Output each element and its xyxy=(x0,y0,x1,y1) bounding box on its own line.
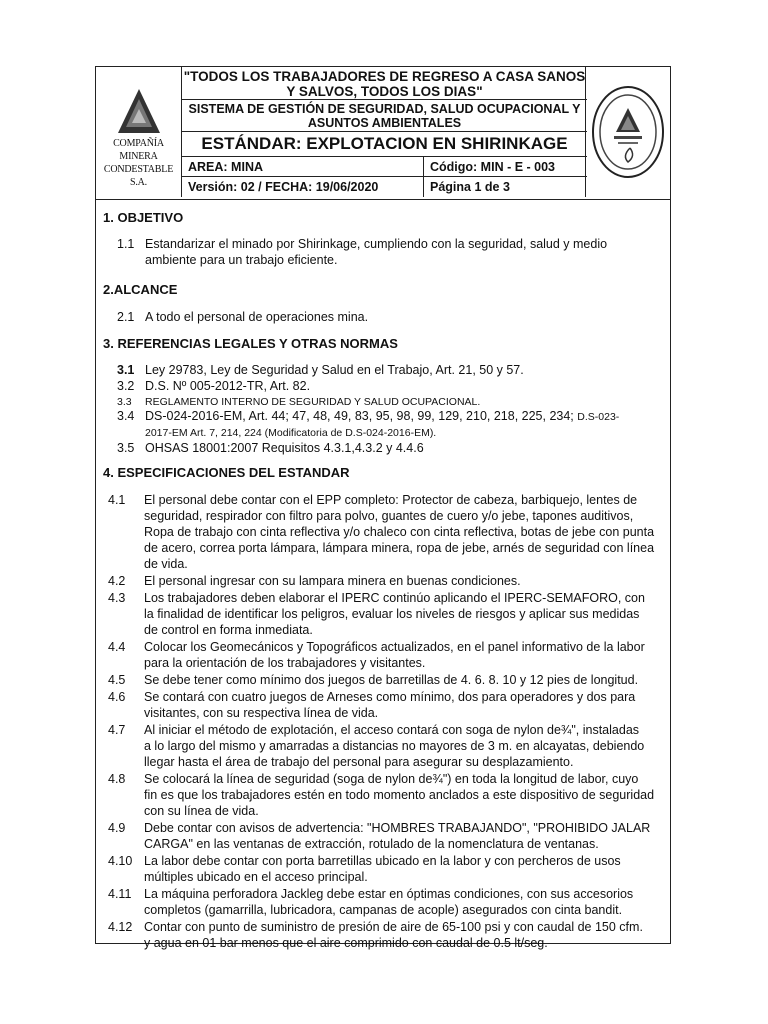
item-text-line: llegar hasta el área de trabajo del personal para asegurar su desplazamiento. xyxy=(144,755,574,769)
stamp-seal-icon xyxy=(590,84,666,180)
item-text-line: Se debe tener como mínimo dos juegos de barretillas de 4. 6. 8. 10 y 12 pies de longitud. xyxy=(144,673,639,687)
item-number: 3.1 xyxy=(117,363,135,377)
item-text-line: de acero, correa porta lámpara, lámpara minera, ropa de jebe, arnés de seguridad con línea xyxy=(144,541,655,555)
item-text: A todo el personal de operaciones mina. xyxy=(145,310,369,324)
company-name-line1: COMPAÑÍA MINERA xyxy=(113,138,164,162)
section-title-alcance: 2.ALCANCE xyxy=(103,282,178,297)
section-title-referencias: 3. REFERENCIAS LEGALES Y OTRAS NORMAS xyxy=(103,336,398,351)
document-title: ESTÁNDAR: EXPLOTACION EN SHIRINKAGE xyxy=(182,132,587,157)
item-number: 2.1 xyxy=(117,310,135,324)
item-text-tail: D.S-023- xyxy=(577,411,620,423)
item-text-line: de vida. xyxy=(144,557,188,571)
document-header xyxy=(96,67,670,200)
item-text-continuation: 2017-EM Art. 7, 214, 224 (Modificatoria de D.S-024-2016-EM). xyxy=(145,427,437,439)
section-title-especificaciones: 4. ESPECIFICACIONES DEL ESTANDAR xyxy=(103,465,350,480)
item-number: 3.2 xyxy=(117,379,135,393)
document-code: Código: MIN - E - 003 xyxy=(430,160,555,174)
item-text-line: Los trabajadores deben elaborar el IPERC continúo aplicando el IPERC-SEMAFORO, con xyxy=(144,591,645,605)
item-number: 4.4 xyxy=(108,640,126,654)
item-number: 4.9 xyxy=(108,821,126,835)
item-text-line: Ropa de trabajo con cinta reflectiva y/o chaleco con cinta reflectiva, botas de jebe con punta xyxy=(144,525,655,539)
item-number: 3.3 xyxy=(117,396,132,408)
item-text-line: El personal debe contar con el EPP completo: Protector de cabeza, barbiquejo, lentes de xyxy=(144,493,638,507)
item-text-line: completos (gamarrilla, lubricadora, campanas de acople) asegurados con cinta bandit. xyxy=(144,903,623,917)
item-number: 4.2 xyxy=(108,574,126,588)
item-text-line: Se colocará la línea de seguridad (soga de nylon de¾") en toda la longitud de labor, cuyo xyxy=(144,772,639,786)
item-number: 4.1 xyxy=(108,493,126,507)
item-text-line: Debe contar con avisos de advertencia: "HOMBRES TRABAJANDO", "PROHIBIDO JALAR xyxy=(144,821,651,835)
item-text-line: para la orientación de los trabajadores y visitantes. xyxy=(144,656,426,670)
section-title-objetivo: 1. OBJETIVO xyxy=(103,210,184,225)
item-text-line: múltiples ubicado en el acceso principal. xyxy=(144,870,368,884)
item-text-line: Contar con punto de suministro de presión de aire de 65-100 psi y con caudal de 150 cfm. xyxy=(144,920,643,934)
item-number: 3.4 xyxy=(117,409,135,423)
item-text-line: a lo largo del mismo y amarradas a distancias no mayores de 3 m. en alcayatas, debiendo xyxy=(144,739,645,753)
item-number: 1.1 xyxy=(117,237,135,251)
item-number: 4.10 xyxy=(108,854,133,868)
item-text-main: DS-024-2016-EM, Art. 44; 47, 48, 49, 83, 95, 98, 99, 129, 210, 218, 225, 234; xyxy=(145,409,574,423)
item-number: 4.6 xyxy=(108,690,126,704)
item-text-line: de control en forma inmediata. xyxy=(144,623,313,637)
item-text-line: seguridad, respirador con filtro para polvo, guantes de cuero y/o jebe, tapones auditivos, xyxy=(144,509,634,523)
item-text: Estandarizar el minado por Shirinkage, cumpliendo con la seguridad, salud y medio ambiente para un trabajo eficiente. xyxy=(145,237,608,267)
item-number: 4.3 xyxy=(108,591,126,605)
item-text: D.S. Nº 005-2012-TR, Art. 82. xyxy=(145,379,311,393)
item-number: 4.11 xyxy=(108,887,132,901)
item-text-line: con su línea de vida. xyxy=(144,804,259,818)
version-date: Versión: 02 / FECHA: 19/06/2020 xyxy=(182,177,424,197)
item-text-line: visitantes, con su respectiva línea de vida. xyxy=(144,706,379,720)
company-name-line2: CONDESTABLE S.A. xyxy=(103,164,174,188)
item-text-line: Colocar los Geomecánicos y Topográficos actualizados, en el panel informativo de la labor xyxy=(144,640,645,654)
item-text xyxy=(145,408,619,425)
company-logo xyxy=(96,67,182,197)
item-text-line: La máquina perforadora Jackleg debe estar en óptimas condiciones, con sus accesorios xyxy=(144,887,634,901)
area-label: AREA: MINA xyxy=(182,157,424,176)
management-system: SISTEMA DE GESTIÓN DE SEGURIDAD, SALUD OCUPACIONAL Y ASUNTOS AMBIENTALES xyxy=(182,100,587,132)
item-text-line: La labor debe contar con porta barretillas ubicado en la labor y con percheros de usos xyxy=(144,854,621,868)
slogan: "TODOS LOS TRABAJADORES DE REGRESO A CASA SANOS Y SALVOS, TODOS LOS DIAS" xyxy=(183,69,586,99)
item-text: OHSAS 18001:2007 Requisitos 4.3.1,4.3.2 y 4.4.6 xyxy=(145,441,424,455)
item-text: Ley 29783, Ley de Seguridad y Salud en el Trabajo, Art. 21, 50 y 57. xyxy=(145,363,524,377)
item-number: 3.5 xyxy=(117,441,135,455)
item-text-line: la finalidad de identificar los peligros, evaluar los niveles de riesgos y aplicar sus medidas xyxy=(144,607,640,621)
item-text-line: Al iniciar el método de explotación, el acceso contará con soga de nylon de¾", instaladas xyxy=(144,723,640,737)
item-number: 4.5 xyxy=(108,673,126,687)
mountain-logo-icon xyxy=(116,87,162,135)
item-number: 4.7 xyxy=(108,723,126,737)
item-text-line: Se contará con cuatro juegos de Arneses como mínimo, dos para operadores y dos para xyxy=(144,690,636,704)
item-number: 4.12 xyxy=(108,920,133,934)
item-text-line: El personal ingresar con su lampara minera en buenas condiciones. xyxy=(144,574,521,588)
document-frame xyxy=(95,66,671,950)
item-text-line: CARGA" en las ventanas de extracción, rotulado de la nomenclatura de ventanas. xyxy=(144,837,599,851)
company-seal xyxy=(585,67,670,197)
item-text-line: y agua en 01 bar menos que el aire comprimido con caudal de 0.5 lt/seg. xyxy=(144,936,548,950)
item-text-line: fin es que los trabajadores estén en todo momento anclados a este dispositivo de seguridad xyxy=(144,788,655,802)
item-number: 4.8 xyxy=(108,772,126,786)
item-text: REGLAMENTO INTERNO DE SEGURIDAD Y SALUD OCUPACIONAL. xyxy=(145,396,481,408)
page-number: Página 1 de 3 xyxy=(430,180,510,194)
